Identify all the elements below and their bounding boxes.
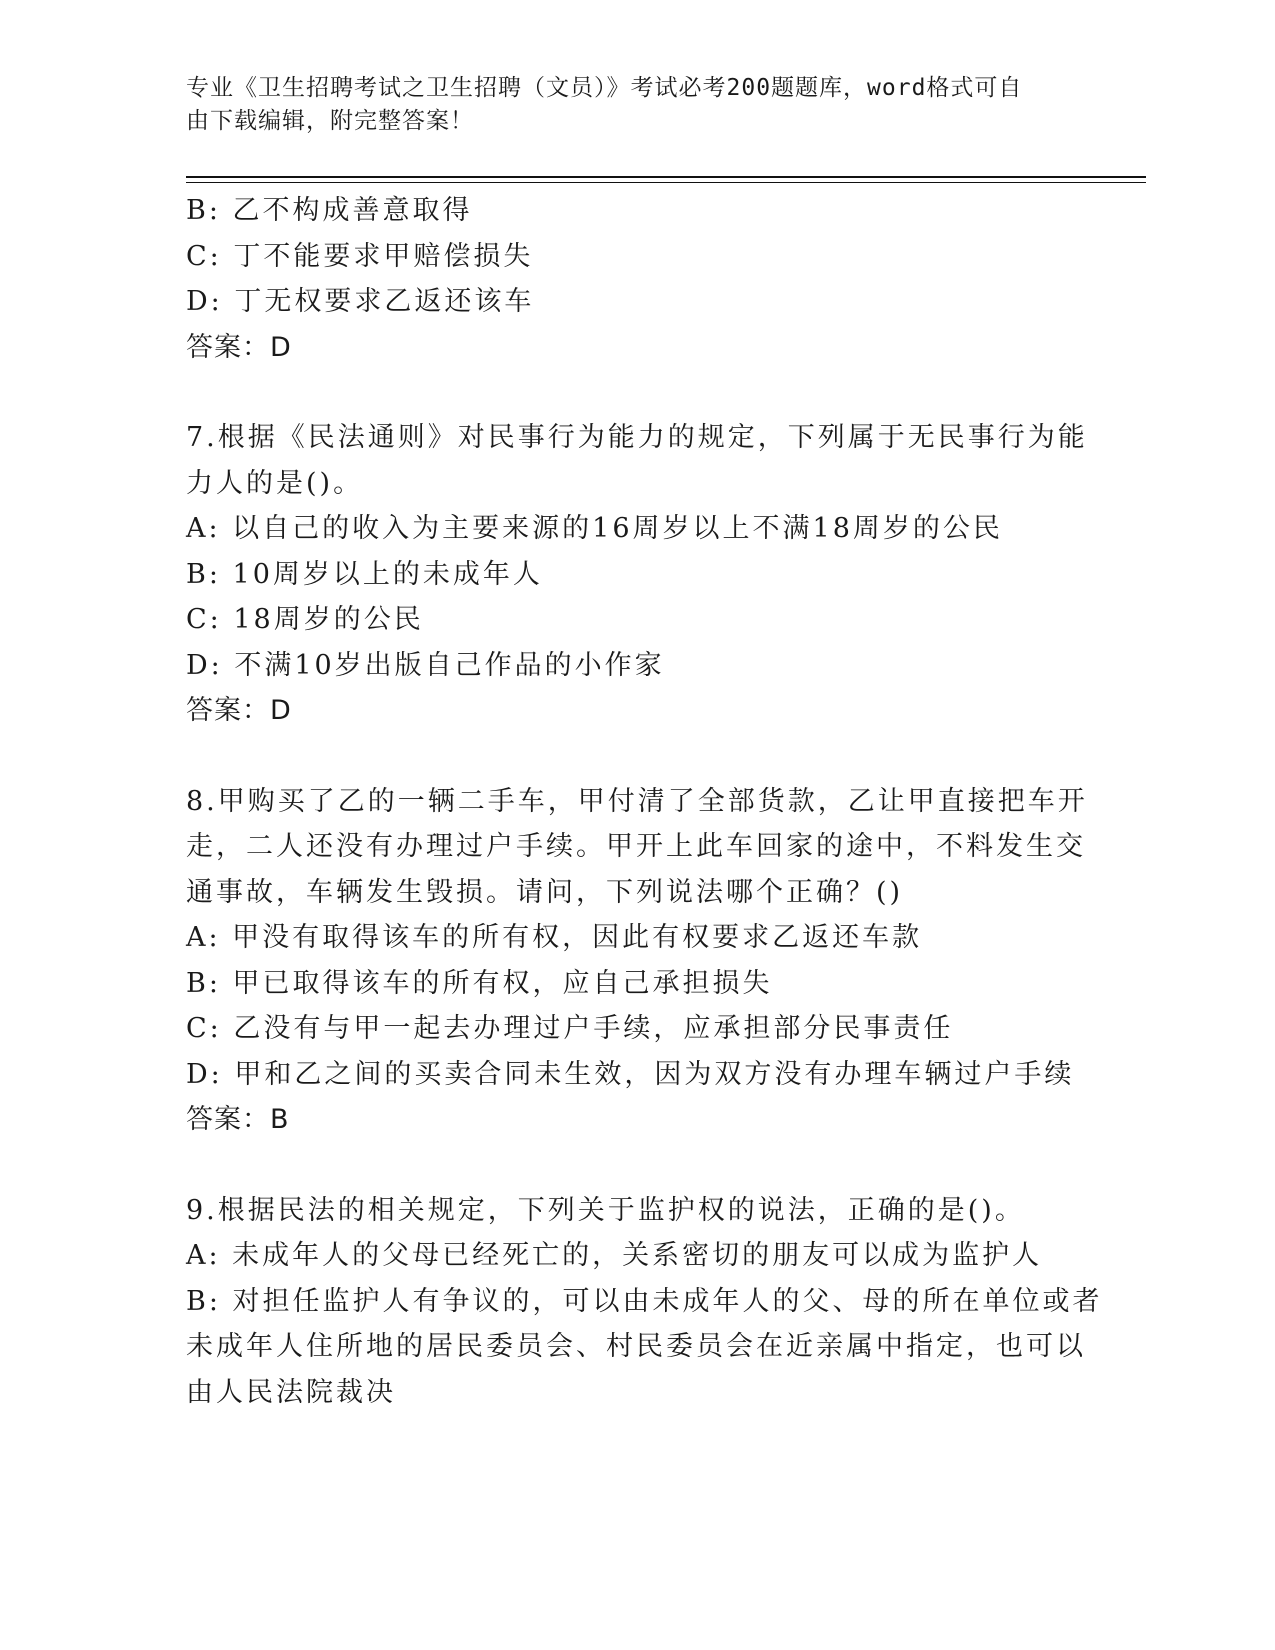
question-text-line: 8.甲购买了乙的一辆二手车，甲付清了全部货款，乙让甲直接把车开 bbox=[186, 785, 1088, 817]
option-d: D: 丁无权要求乙返还该车 bbox=[186, 286, 535, 317]
header-divider-thin bbox=[186, 182, 1146, 183]
option-b-continued: 未成年人住所地的居民委员会、村民委员会在近亲属中指定，也可以 bbox=[186, 1331, 1086, 1362]
answer: 答案：D bbox=[186, 331, 292, 363]
document-body bbox=[186, 188, 1103, 1415]
option-b-continued: 由人民法院裁决 bbox=[186, 1376, 396, 1408]
question-7 bbox=[186, 415, 1086, 734]
option-d: D: 甲和乙之间的买卖合同未生效，因为双方没有办理车辆过户手续 bbox=[186, 1058, 1075, 1090]
option-a: A: 未成年人的父母已经死亡的，关系密切的朋友可以成为监护人 bbox=[186, 1240, 1043, 1271]
answer: 答案：B bbox=[186, 1104, 290, 1135]
document-header bbox=[186, 72, 1066, 138]
option-c: C: 18周岁的公民 bbox=[186, 604, 424, 635]
header-divider-thick bbox=[186, 176, 1146, 178]
header-line-1: 专业《卫生招聘考试之卫生招聘（文员）》考试必考200题题库，word格式可自 bbox=[186, 75, 1023, 101]
header-line-2: 由下载编辑，附完整答案！ bbox=[186, 108, 474, 134]
option-d: D: 不满10岁出版自己作品的小作家 bbox=[186, 649, 665, 681]
question-text-line: 9.根据民法的相关规定，下列关于监护权的说法，正确的是()。 bbox=[186, 1194, 1025, 1226]
previous-question-tail bbox=[186, 188, 1086, 370]
question-8 bbox=[186, 779, 1086, 1143]
option-c: C: 乙没有与甲一起去办理过户手续，应承担部分民事责任 bbox=[186, 1013, 954, 1044]
question-text-line: 7.根据《民法通则》对民事行为能力的规定，下列属于无民事行为能 bbox=[186, 422, 1088, 453]
option-b: B: 对担任监护人有争议的，可以由未成年人的父、母的所在单位或者 bbox=[186, 1285, 1103, 1317]
option-a: A: 甲没有取得该车的所有权，因此有权要求乙返还车款 bbox=[186, 922, 923, 953]
question-text-line: 力人的是()。 bbox=[186, 467, 364, 499]
option-b: B: 甲已取得该车的所有权，应自己承担损失 bbox=[186, 967, 773, 999]
option-c: C: 丁不能要求甲赔偿损失 bbox=[186, 240, 534, 272]
question-text-line: 走，二人还没有办理过户手续。甲开上此车回家的途中，不料发生交 bbox=[186, 831, 1086, 862]
question-text-line: 通事故，车辆发生毁损。请问，下列说法哪个正确？() bbox=[186, 876, 904, 908]
option-b: B: 乙不构成善意取得 bbox=[186, 195, 473, 226]
option-b: B: 10周岁以上的未成年人 bbox=[186, 558, 543, 590]
option-a: A: 以自己的收入为主要来源的16周岁以上不满18周岁的公民 bbox=[186, 513, 1003, 544]
answer: 答案：D bbox=[186, 695, 292, 726]
question-9 bbox=[186, 1188, 1103, 1416]
